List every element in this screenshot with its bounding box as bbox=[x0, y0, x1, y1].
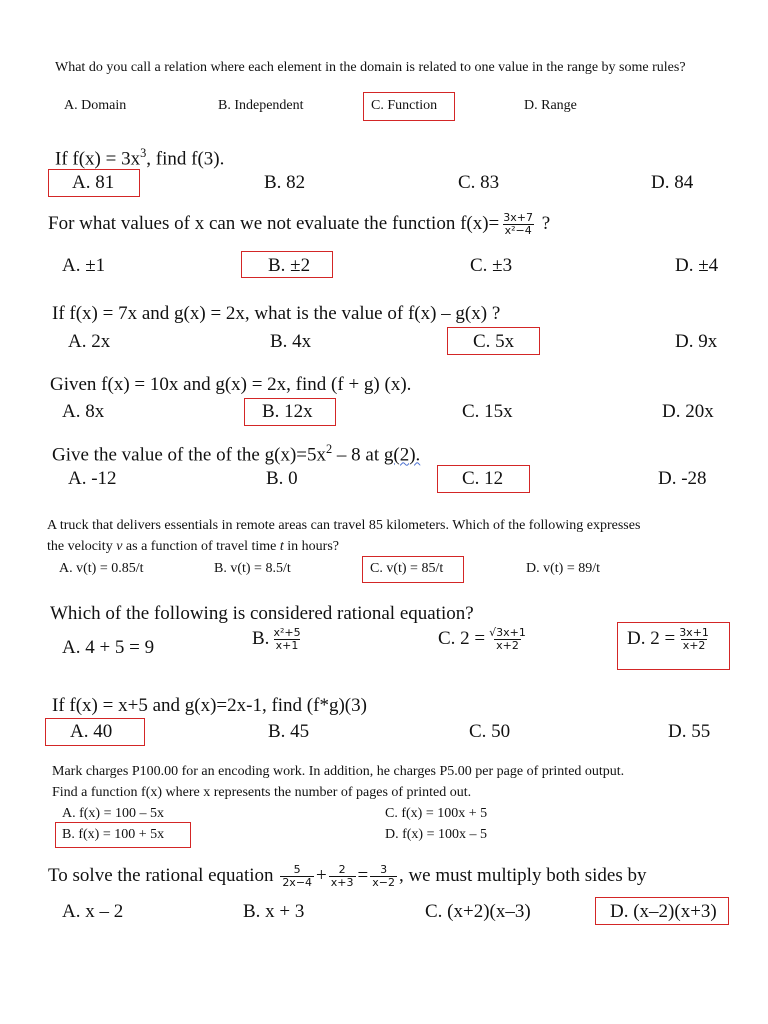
q6-option-a: A. -12 bbox=[68, 468, 117, 489]
q6-option-b: B. 0 bbox=[266, 468, 298, 489]
q3-answer-box bbox=[241, 251, 333, 278]
q2-option-d: D. 84 bbox=[651, 172, 694, 193]
q6-answer-box bbox=[437, 465, 530, 493]
q5-option-b: B. 12x bbox=[262, 401, 313, 422]
q4-option-c: C. 5x bbox=[473, 331, 515, 352]
q3-fraction: $\frac{3x+7}{\text{x²−4}}$ bbox=[503, 211, 533, 238]
question-7-line2: the velocity v as a function of travel time t in hours? bbox=[47, 539, 339, 554]
q5-option-c: C. 15x bbox=[462, 401, 513, 422]
q10-answer-box bbox=[55, 822, 191, 848]
q9-option-b: B. 45 bbox=[268, 721, 310, 742]
q1-option-b: B. Independent bbox=[218, 98, 304, 113]
question-4-text: If f(x) = 7x and g(x) = 2x, what is the value of f(x) – g(x) ? bbox=[52, 303, 501, 324]
q3-option-d: D. ±4 bbox=[675, 255, 719, 276]
question-10-line1: Mark charges P100.00 for an encoding work. In addition, he charges P5.00 per page of printed output. bbox=[52, 764, 625, 779]
q7-option-c: C. v(t) = 85/t bbox=[370, 561, 444, 576]
q4-option-a: A. 2x bbox=[68, 331, 111, 352]
q11-option-c: C. (x+2)(x–3) bbox=[425, 901, 531, 922]
question-3-text: For what values of x can we not evaluate the function f(x)= $\frac{3x+7}{\text{x²−4}}$ ? bbox=[48, 211, 551, 238]
question-6-text: Give the value of the of the $g(x)=5x^2 - 8$ at g(2). bbox=[52, 442, 421, 466]
question-9-text: If f(x) = x+5 and g(x)=2x-1, find (f*g)(3) bbox=[52, 695, 367, 716]
question-1-text: What do you call a relation where each element in the domain is related to one value in the range by some rules? bbox=[55, 60, 686, 75]
q2-option-a: A. 81 bbox=[72, 172, 115, 193]
q8-option-c: C. 2 = $\frac{√3x+1}{x+2}$ bbox=[438, 626, 526, 653]
question-2-text: If $f(x) = 3x^3$, find f(3). bbox=[55, 146, 225, 170]
question-7-line1: A truck that delivers essentials in remote areas can travel 85 kilometers. Which of the following expresses bbox=[47, 518, 641, 533]
q2-option-c: C. 83 bbox=[458, 172, 500, 193]
q4-option-d: D. 9x bbox=[675, 331, 718, 352]
q10-option-b: B. f(x) = 100 + 5x bbox=[62, 827, 165, 842]
q1-option-a: A. Domain bbox=[64, 98, 127, 113]
q7-answer-box bbox=[362, 556, 464, 583]
q10-option-c: C. f(x) = 100x + 5 bbox=[385, 806, 488, 821]
q11-answer-box bbox=[595, 897, 729, 925]
question-10-line2: Find a function f(x) where x represents the number of pages of printed out. bbox=[52, 785, 472, 800]
question-5-text: Given f(x) = 10x and g(x) = 2x, find (f + g) (x). bbox=[50, 374, 412, 395]
question-11-text: To solve the rational equation $\frac{5}{2x-4}$ + $\frac{2}{x+3}$ = $\frac{3}{x-2}$ , we must multiply both sides by bbox=[48, 863, 647, 890]
q11-option-a: A. x – 2 bbox=[62, 901, 124, 922]
q9-option-d: D. 55 bbox=[668, 721, 711, 742]
q9-option-c: C. 50 bbox=[469, 721, 511, 742]
q11-option-b: B. x + 3 bbox=[243, 901, 305, 922]
q7-option-d: D. v(t) = 89/t bbox=[526, 561, 600, 576]
q10-option-a: A. f(x) = 100 – 5x bbox=[62, 806, 164, 821]
q4-answer-box bbox=[447, 327, 540, 355]
q9-option-a: A. 40 bbox=[70, 721, 113, 742]
q10-option-d: D. f(x) = 100x – 5 bbox=[385, 827, 487, 842]
q8-answer-box bbox=[617, 622, 730, 670]
q6-option-d: D. -28 bbox=[658, 468, 707, 489]
q7-option-a: A. v(t) = 0.85/t bbox=[59, 561, 144, 576]
q1-option-d: D. Range bbox=[524, 98, 577, 113]
q3-option-a: A. ±1 bbox=[62, 255, 106, 276]
q8-option-d: D. 2 = $\frac{3x+1}{x+2}$ bbox=[627, 626, 709, 653]
q5-option-d: D. 20x bbox=[662, 401, 714, 422]
q8-option-a: A. 4 + 5 = 9 bbox=[62, 637, 155, 658]
q2-option-b: B. 82 bbox=[264, 172, 306, 193]
q1-option-c: C. Function bbox=[371, 98, 438, 113]
q11-option-d: D. (x–2)(x+3) bbox=[610, 901, 717, 922]
q5-answer-box bbox=[244, 398, 336, 426]
q6-option-c: C. 12 bbox=[462, 468, 504, 489]
q8-option-b: B. $\frac{\text{x²+5}}{x+1}$ bbox=[252, 626, 301, 653]
q7-option-b: B. v(t) = 8.5/t bbox=[214, 561, 291, 576]
q9-answer-box bbox=[45, 718, 145, 746]
q3-option-b: B. ±2 bbox=[268, 255, 311, 276]
q2-answer-box bbox=[48, 169, 140, 197]
q1-answer-box bbox=[363, 92, 455, 121]
q4-option-b: B. 4x bbox=[270, 331, 312, 352]
q3-option-c: C. ±3 bbox=[470, 255, 513, 276]
question-8-text: Which of the following is considered rational equation? bbox=[50, 603, 474, 624]
q5-option-a: A. 8x bbox=[62, 401, 105, 422]
